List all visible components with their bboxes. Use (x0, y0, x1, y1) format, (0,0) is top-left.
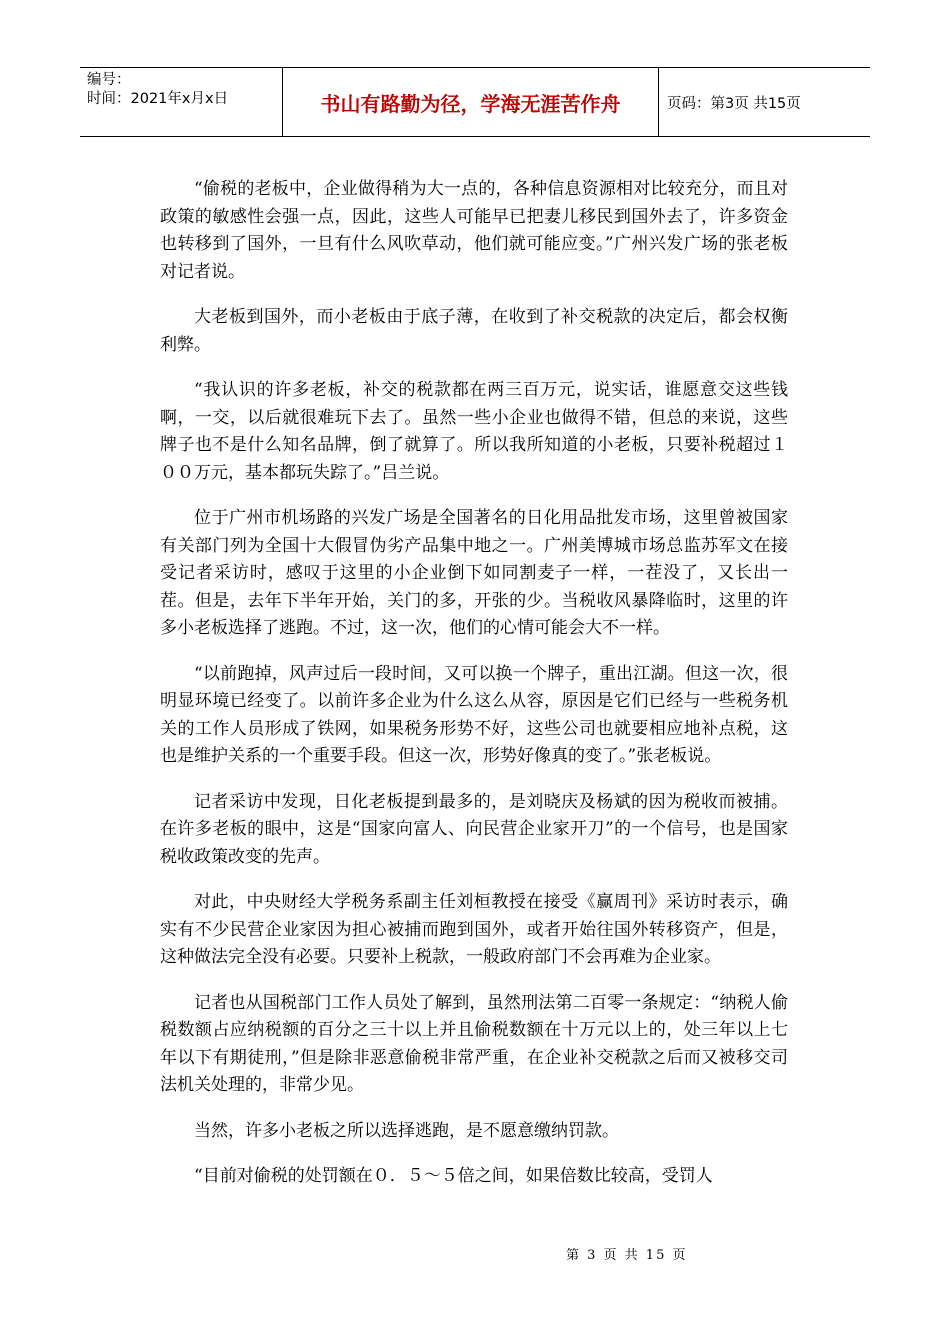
header-motto: 书山有路勤为径，学海无涯苦作舟 (283, 68, 659, 136)
paragraph: “偷税的老板中，企业做得稍为大一点的，各种信息资源相对比较充分，而且对政策的敏感性会强一点，因此，这些人可能早已把妻儿移民到国外去了，许多资金也转移到了国外，一旦有什么风吹草动，他们就可能应变。”广州兴发广场的张老板对记者说。 (160, 179, 788, 282)
document-date: 时间：2021年x月x日 (87, 91, 229, 107)
paragraph: 对此，中央财经大学税务系副主任刘桓教授在接受《赢周刊》采访时表示，确实有不少民营企业家因为担心被捕而跑到国外，或者开始往国外转移资产，但是，这种做法完全没有必要。只要补上税款，一般政府部门不会再难为企业家。 (160, 892, 788, 967)
paragraph: “目前对偷税的处罚额在０．５～５倍之间，如果倍数比较高，受罚人 (194, 1166, 713, 1186)
header-page-info: 页码：第3页 共15页 (667, 95, 801, 112)
document-body (160, 176, 788, 1191)
paragraph: 记者也从国税部门工作人员处了解到，虽然刑法第二百零一条规定：“纳税人偷税数额占应纳税额的百分之三十以上并且偷税数额在十万元以上的，处三年以上七年以下有期徒刑，”但是除非恶意偷税非常严重，在企业补交税款之后而又被移交司法机关处理的，非常少见。 (160, 992, 788, 1095)
paragraph: 位于广州市机场路的兴发广场是全国著名的日化用品批发市场，这里曾被国家有关部门列为全国十大假冒伪劣产品集中地之一。广州美博城市场总监苏军文在接受记者采访时，感叹于这里的小企业倒下如同割麦子一样，一茬没了，又长出一茬。但是，去年下半年开始，关门的多，开张的少。当税收风暴降临时，这里的许多小老板选择了逃跑。不过，这一次，他们的心情可能会大不一样。 (160, 508, 788, 638)
page-footer: 第 3 页 共 15 页 (566, 1248, 688, 1263)
document-number-label: 编号： (87, 72, 131, 88)
paragraph: 当然，许多小老板之所以选择逃跑，是不愿意缴纳罚款。 (194, 1120, 619, 1141)
header-meta (80, 68, 283, 136)
paragraph: “以前跑掉，风声过后一段时间，又可以换一个牌子，重出江湖。但这一次，很明显环境已经变了。以前许多企业为什么这么从容，原因是它们已经与一些税务机关的工作人员形成了铁网，如果税务形势不好，这些公司也就要相应地补点税，这也是维护关系的一个重要手段。但这一次，形势好像真的变了。”张老板说。 (160, 663, 788, 766)
paragraph: 大老板到国外，而小老板由于底子薄，在收到了补交税款的决定后，都会权衡利弊。 (160, 307, 788, 355)
page-header (80, 67, 870, 137)
paragraph: 记者采访中发现，日化老板提到最多的，是刘晓庆及杨斌的因为税收而被捕。在许多老板的眼中，这是“国家向富人、向民营企业家开刀”的一个信号，也是国家税收政策改变的先声。 (160, 791, 788, 867)
paragraph: “我认识的许多老板，补交的税款都在两三百万元，说实话，谁愿意交这些钱啊，一交，以后就很难玩下去了。虽然一些小企业也做得不错，但总的来说，这些牌子也不是什么知名品牌，倒了就算了。所以我所知道的小老板，只要补税超过１００万元，基本都玩失踪了。”吕兰说。 (160, 380, 788, 483)
